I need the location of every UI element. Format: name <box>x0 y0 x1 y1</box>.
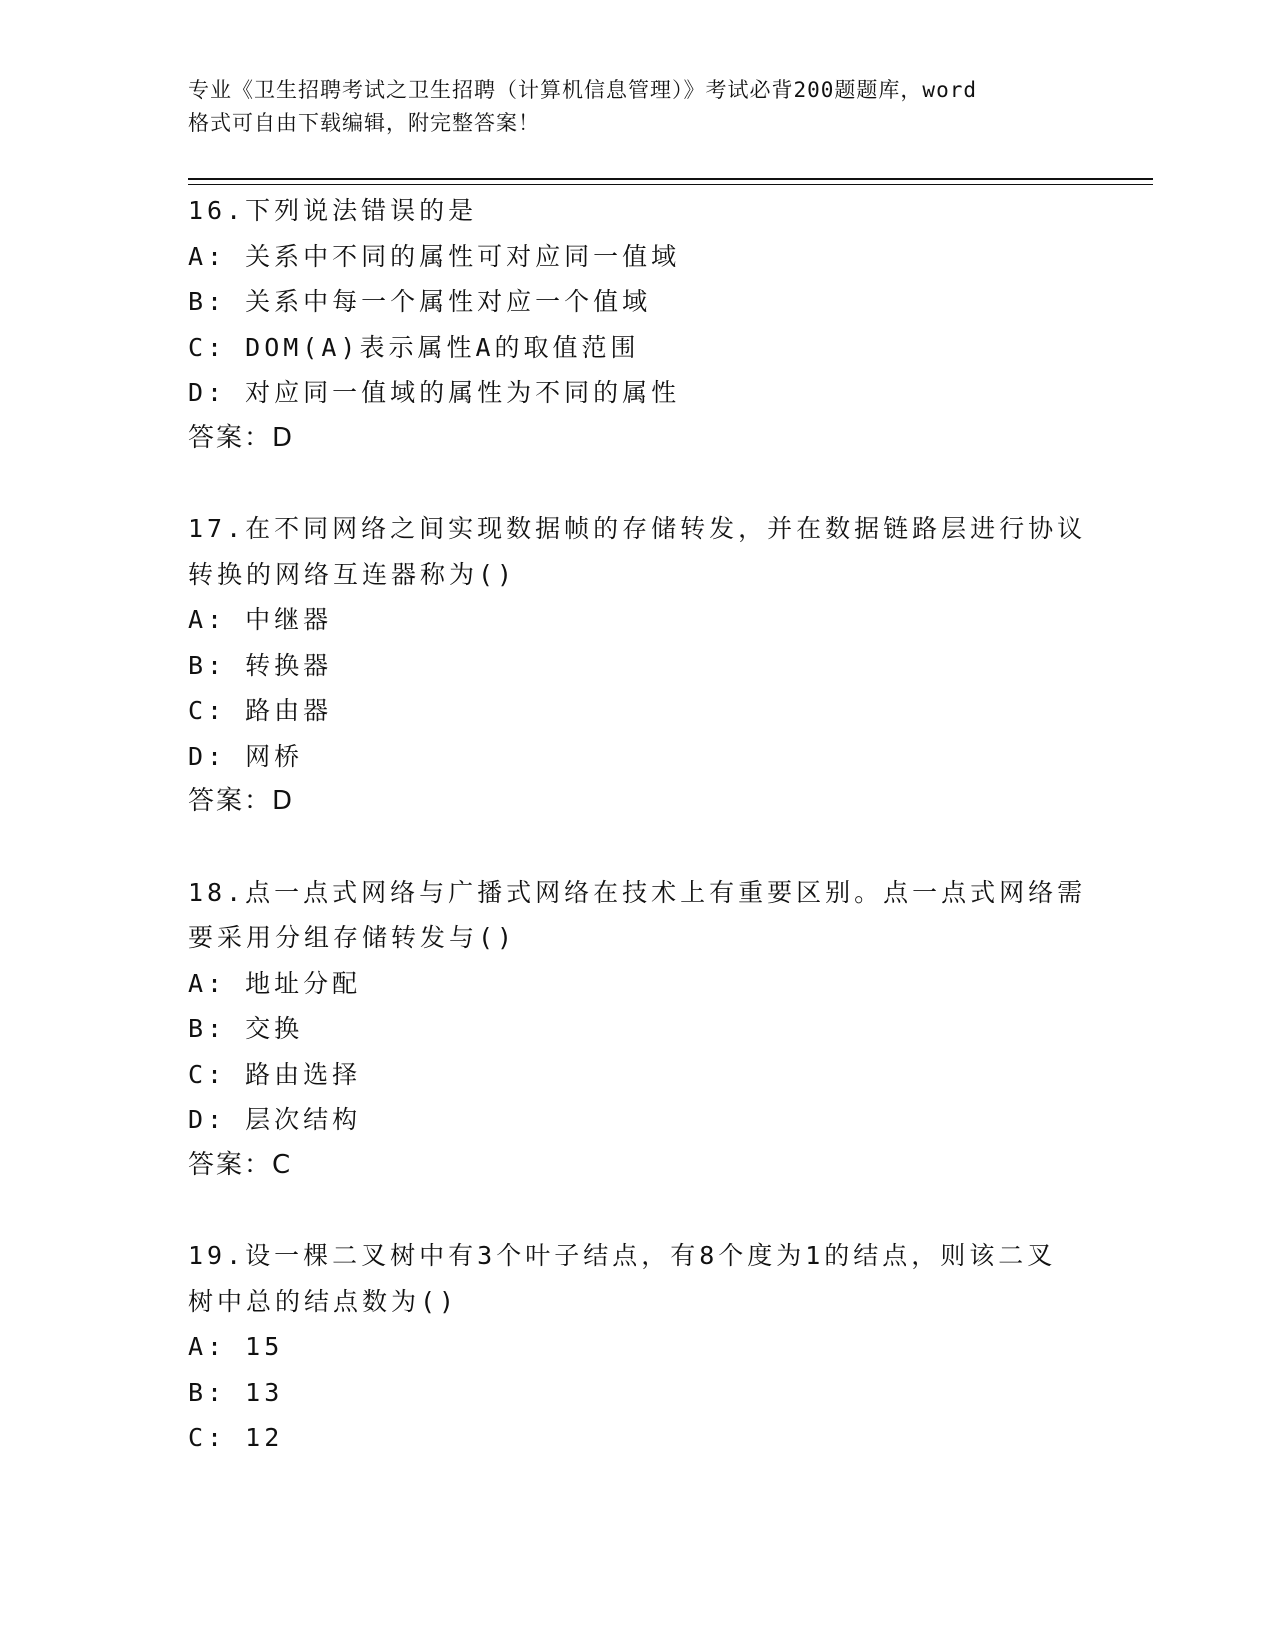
question-16 <box>188 188 1128 461</box>
option-d: D: 网桥 <box>188 741 304 771</box>
header-divider-thin <box>188 184 1153 185</box>
option-c: C: 路由器 <box>188 696 333 725</box>
question-text-cont: 要采用分组存储转发与() <box>188 923 517 952</box>
question-text: 18.点一点式网络与广播式网络在技术上有重要区别。点一点式网络需 <box>188 877 1087 907</box>
option-c: C: 12 <box>188 1423 284 1452</box>
header-divider-thick <box>188 178 1153 180</box>
header-line-1: 专业《卫生招聘考试之卫生招聘（计算机信息管理）》考试必背200题题库，word <box>188 78 977 102</box>
question-17 <box>188 506 1128 825</box>
question-list <box>188 188 1128 1506</box>
question-19 <box>188 1233 1128 1461</box>
option-a: A: 关系中不同的属性可对应同一值域 <box>188 241 681 271</box>
option-b: B: 转换器 <box>188 650 333 680</box>
option-d: D: 对应同一值域的属性为不同的属性 <box>188 378 681 407</box>
document-header <box>188 74 1088 140</box>
option-a: A: 15 <box>188 1332 284 1361</box>
question-text-cont: 转换的网络互连器称为() <box>188 559 517 589</box>
answer: 答案：D <box>188 786 295 816</box>
option-b: B: 13 <box>188 1377 284 1407</box>
option-a: A: 地址分配 <box>188 968 362 998</box>
option-c: C: DOM(A)表示属性A的取值范围 <box>188 332 640 362</box>
question-text-cont: 树中总的结点数为() <box>188 1286 459 1316</box>
option-b: B: 关系中每一个属性对应一个值域 <box>188 287 652 316</box>
question-text: 16.下列说法错误的是 <box>188 196 478 225</box>
option-b: B: 交换 <box>188 1014 304 1043</box>
question-18 <box>188 870 1128 1189</box>
option-c: C: 路由选择 <box>188 1059 362 1089</box>
option-a: A: 中继器 <box>188 605 333 634</box>
question-text: 17.在不同网络之间实现数据帧的存储转发，并在数据链路层进行协议 <box>188 514 1087 543</box>
question-text: 19.设一棵二叉树中有3个叶子结点，有8个度为1的结点，则该二叉 <box>188 1241 1057 1270</box>
option-d: D: 层次结构 <box>188 1105 362 1134</box>
header-line-2: 格式可自由下载编辑，附完整答案！ <box>188 111 540 135</box>
answer: 答案：D <box>188 422 295 453</box>
answer: 答案：C <box>188 1149 293 1180</box>
